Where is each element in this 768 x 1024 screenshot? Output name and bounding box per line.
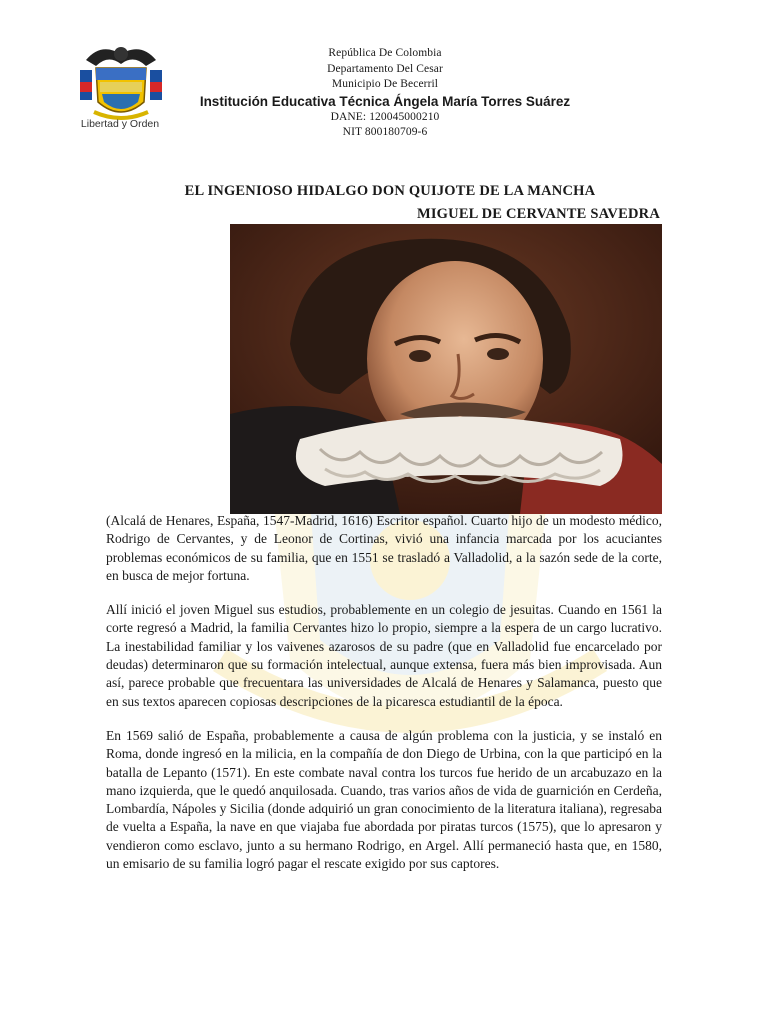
paragraph-biography-1: (Alcalá de Henares, España, 1547-Madrid, 1616) Escritor español. Cuarto hijo de un modesto médico, Rodrigo de Cervantes, y de Leonor de Cortinas, vivió una infancia marcada por los acuciantes problemas económicos de su familia, que en 1551 se trasladó a Valladolid, a la sazón sede de la corte, en busca de mejor fortuna. xyxy=(106,513,662,583)
dane-code: DANE: 120045000210 xyxy=(330,110,440,123)
logo-caption: Libertad y Orden xyxy=(80,118,160,130)
school-name: Institución Educativa Técnica Ángela María Torres Suárez xyxy=(199,93,571,109)
municipality-line: Municipio De Becerril xyxy=(331,78,439,90)
paragraph-biography-2: Allí inició el joven Miguel sus estudios, probablemente en un colegio de jesuitas. Cuando en 1561 la corte regresó a Madrid, la familia Cervantes hizo lo propio, siempre a la espera de un cargo lucrativo. La inestabilidad familiar y los vaivenes azarosos de su padre (que en Valladolid fue encarcelado por deudas) determinaron que su formación intelectual, aunque extensa, fuera más bien improvisada. Aun así, parece probable que frecuentara las universidades de Alcalá de Henares y Salamanca, puesto que en sus textos aparecen copiosas descripciones de la picaresca estudiantil de la época. xyxy=(106,602,662,709)
nit-code: NIT 800180709-6 xyxy=(342,126,428,138)
country-line: República De Colombia xyxy=(328,47,442,59)
document-author: MIGUEL DE CERVANTE SAVEDRA xyxy=(416,206,660,222)
department-line: Departamento Del Cesar xyxy=(327,62,443,75)
letterhead xyxy=(170,46,600,141)
cervantes-portrait xyxy=(230,224,662,514)
document-title: EL INGENIOSO HIDALGO DON QUIJOTE DE LA MANCHA xyxy=(184,183,596,199)
paragraph-biography-3: En 1569 salió de España, probablemente a causa de algún problema con la justicia, y se instaló en Roma, donde ingresó en la milicia, en la compañía de don Diego de Urbina, con la que participó en la batalla de Lepanto (1571). En este combate naval contra los turcos fue herido de un arcabuzazo en la mano izquierda, que le quedó anquilosada. Cuando, tras varios años de vida de guarnición en Cerdeña, Lombardía, Nápoles y Sicilia (donde adquirió un gran conocimiento de la literatura italiana), regresaba de vuelta a España, la nave en que viajaba fue abordada por piratas turcos (1575), que lo apresaron y vendieron como esclavo, junto a su hermano Rodrigo, en Argel. Allí permaneció hasta que, en 1580, un emisario de su familia logró pagar el rescate exigido por sus captores. xyxy=(106,727,662,872)
document-body xyxy=(106,512,662,889)
